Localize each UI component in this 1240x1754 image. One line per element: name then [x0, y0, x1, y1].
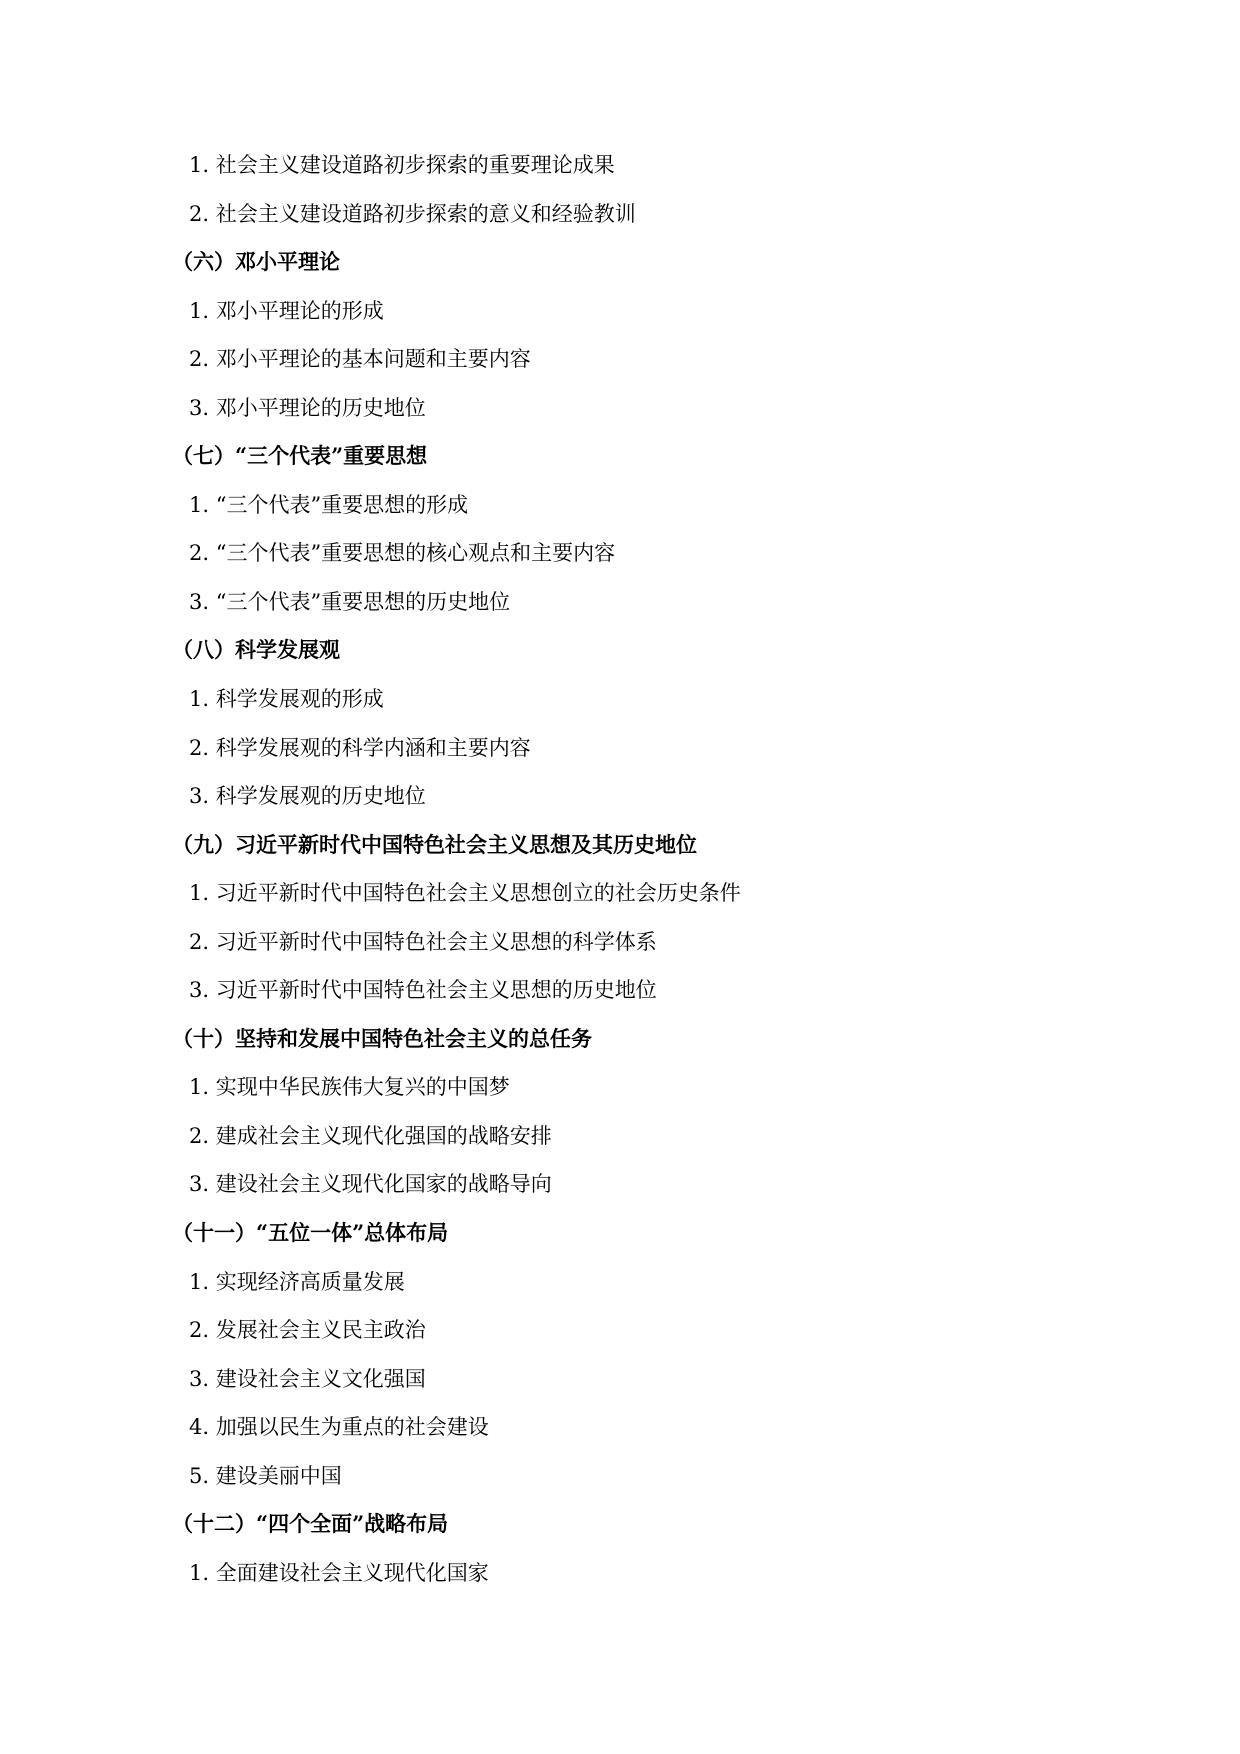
section-heading: （十）坚持和发展中国特色社会主义的总任务	[172, 1025, 592, 1051]
list-item: 1. 社会主义建设道路初步探索的重要理论成果	[189, 153, 615, 177]
section-heading: （十二）“四个全面”战略布局	[172, 1511, 449, 1537]
list-item: 1. 实现经济高质量发展	[189, 1269, 405, 1294]
list-item: 3. 习近平新时代中国特色社会主义思想的历史地位	[189, 978, 657, 1003]
list-item: 2. 习近平新时代中国特色社会主义思想的科学体系	[189, 929, 657, 954]
list-item: 3. 邓小平理论的历史地位	[189, 395, 426, 420]
list-item: 1. 全面建设社会主义现代化国家	[189, 1560, 489, 1585]
list-item: 1. 科学发展观的形成	[189, 687, 384, 712]
section-heading: （六）邓小平理论	[172, 249, 340, 275]
list-item: 2. 发展社会主义民主政治	[189, 1318, 426, 1343]
list-item: 2. 建成社会主义现代化强国的战略安排	[189, 1123, 552, 1148]
list-item: 1. 习近平新时代中国特色社会主义思想创立的社会历史条件	[189, 881, 741, 906]
list-item: 3. “三个代表”重要思想的历史地位	[189, 589, 511, 614]
section-heading: （九）习近平新时代中国特色社会主义思想及其历史地位	[172, 831, 697, 857]
list-item: 4. 加强以民生为重点的社会建设	[189, 1415, 489, 1440]
list-item: 5. 建设美丽中国	[189, 1463, 342, 1488]
section-heading: （七）“三个代表”重要思想	[172, 443, 428, 469]
list-item: 2. 社会主义建设道路初步探索的意义和经验教训	[189, 201, 636, 226]
list-item: 1. “三个代表”重要思想的形成	[189, 492, 469, 517]
list-item: 2. 邓小平理论的基本问题和主要内容	[189, 347, 531, 372]
list-item: 1. 邓小平理论的形成	[189, 298, 384, 323]
list-item: 3. 科学发展观的历史地位	[189, 784, 426, 809]
section-heading: （十一）“五位一体”总体布局	[172, 1220, 449, 1246]
list-item: 2. 科学发展观的科学内涵和主要内容	[189, 735, 531, 760]
list-item: 3. 建设社会主义文化强国	[189, 1366, 426, 1391]
document-body	[0, 141, 1240, 1597]
list-item: 1. 实现中华民族伟大复兴的中国梦	[189, 1075, 510, 1100]
list-item: 2. “三个代表”重要思想的核心观点和主要内容	[189, 541, 616, 566]
section-heading: （八）科学发展观	[172, 637, 340, 663]
list-item: 3. 建设社会主义现代化国家的战略导向	[189, 1172, 552, 1197]
